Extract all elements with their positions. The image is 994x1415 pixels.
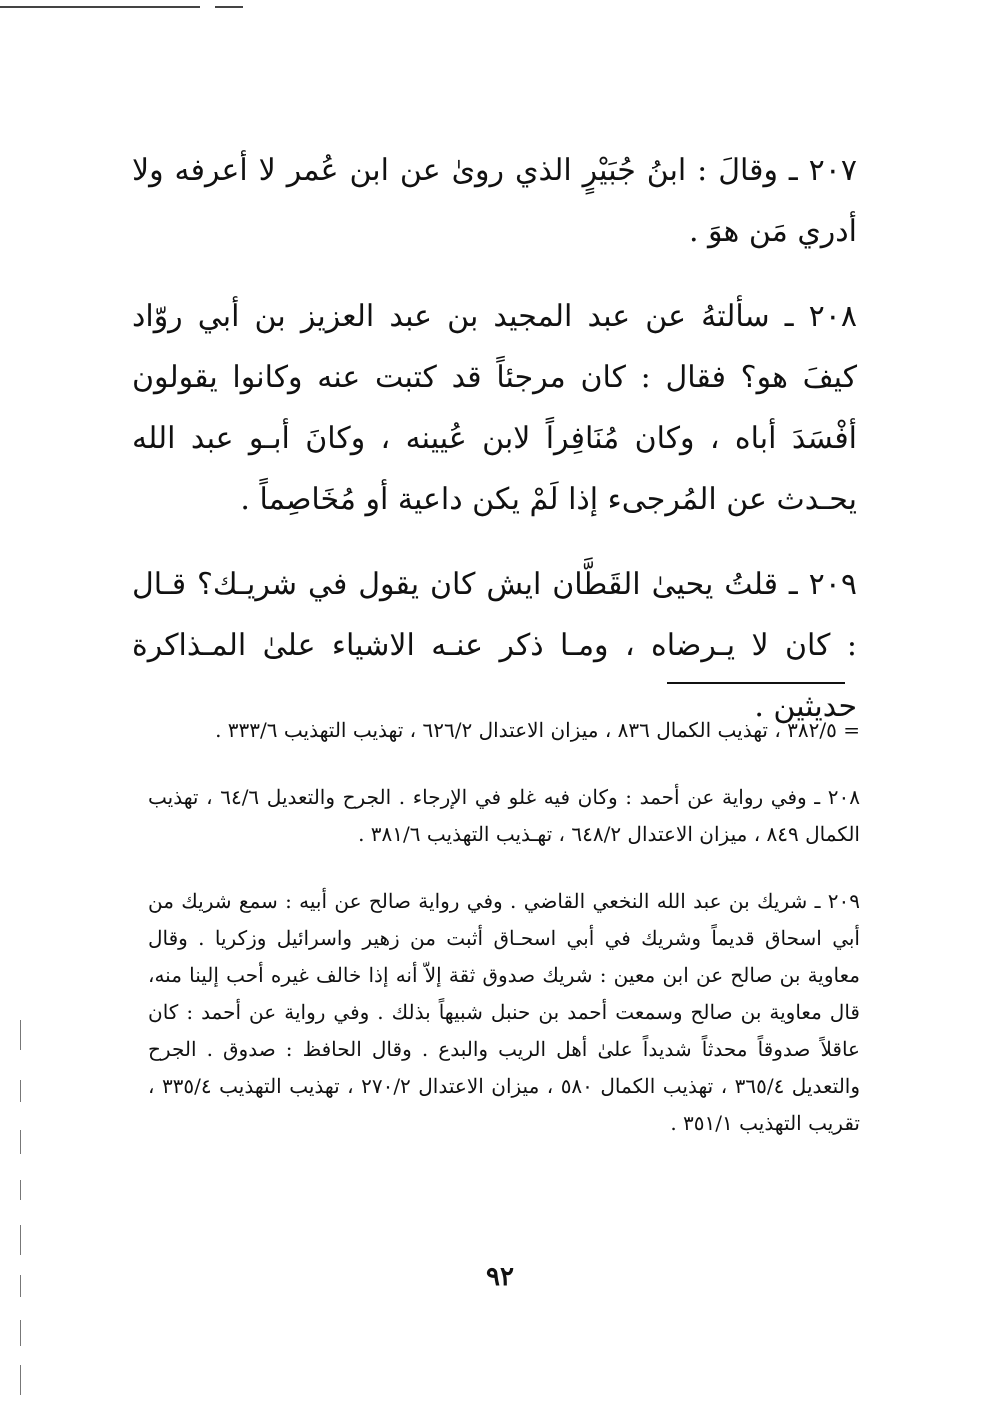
footnote-209: ٢٠٩ ـ شريك بن عبد الله النخعي القاضي . وفي رواية صالح عن أبيه : سمع شريك من أبي اسحاق قديماً وشريك في أبي اسحـاق أثبت من زهير واسرائيل وزكريا . وقال معاوية بن صالح عن ابن معين : شريك صدوق ثقة إلاّ أنه إذا خالف غيره أحب إلينا منه، قال معاوية بن صالح وسمعت أحمد بن حنبل شبيهاً بذلك . وفي رواية عن أحمد : كان عاقلاً صدوقاً محدثاً شديداً علىٰ أهل الريب والبدع . وقال الحافظ : صدوق . الجرح والتعديل ٣٦٥/٤ ، تهذيب الكمال ٥٨٠ ، ميزان الاعتدال ٢٧٠/٢ ، تهذيب التهذيب ٣٣٥/٤ ، تقريب التهذيب ٣٥١/١ . xyxy=(148,889,861,1135)
scan-edge-mark xyxy=(20,1320,21,1346)
entry-207: ٢٠٧ ـ وقالَ : ابنُ جُبَيْرٍ الذي روىٰ عن ابن عُمر لا أعرفه ولا أدري مَن هوَ . xyxy=(132,153,857,249)
scan-edge-mark xyxy=(20,1365,21,1395)
footnote-continuation: = ٣٨٢/٥ ، تهذيب الكمال ٨٣٦ ، ميزان الاعتدال ٦٢٦/٢ ، تهذيب التهذيب ٣٣٣/٦ . xyxy=(215,718,860,742)
footnote-divider xyxy=(667,682,845,684)
footnote-208: ٢٠٨ ـ وفي رواية عن أحمد : وكان فيه غلو في الإرجاء . الجرح والتعديل ٦٤/٦ ، تهذيب الكمال ٨٤٩ ، ميزان الاعتدال ٦٤٨/٢ ، تهـذيب التهذيب ٣٨١/٦ . xyxy=(148,785,860,846)
entry-209: ٢٠٩ ـ قلتُ يحيىٰ القَطَّان ايش كان يقول في شريـك؟ قـال : كان لا يـرضاه ، ومـا ذكر عنـه الاشياء علىٰ المـذاكرة حديثين . xyxy=(132,567,857,724)
footnotes xyxy=(148,712,860,1142)
scan-edge-mark xyxy=(20,1080,21,1102)
scan-edge-mark xyxy=(20,1275,21,1297)
top-rule-left xyxy=(0,6,200,8)
page-number: ٩٢ xyxy=(486,1262,514,1292)
top-rule-short xyxy=(215,6,243,8)
scan-edge-mark xyxy=(20,1180,21,1200)
entry-208: ٢٠٨ ـ سألتهُ عن عبد المجيد بن عبد العزيز بن أبي روّاد كيفَ هو؟ فقال : كان مرجئاً قد كتبت عنه وكانوا يقولون أفْسَدَ أباه ، وكان مُنَافِراً لابن عُيينه ، وكانَ أبـو عبد الله يحـدث عن المُرجىء إذا لَمْ يكن داعية أو مُخَاصِماً . xyxy=(132,299,857,517)
scan-edge-mark xyxy=(20,1130,21,1154)
scan-edge-mark xyxy=(20,1225,21,1255)
main-text xyxy=(132,140,857,737)
scan-edge-mark xyxy=(20,1020,21,1050)
